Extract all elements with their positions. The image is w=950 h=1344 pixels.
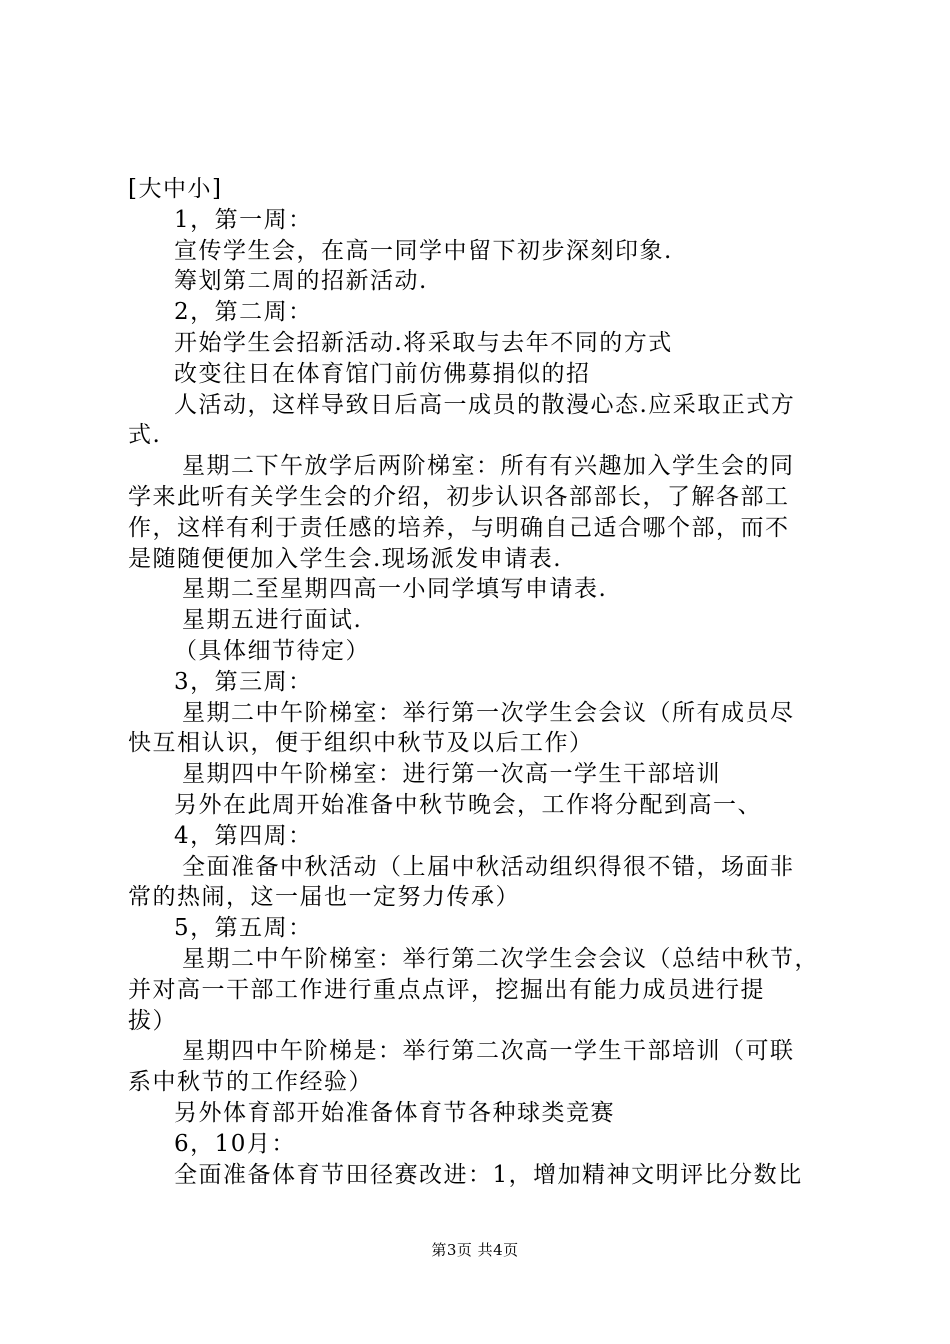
text-line: 常的热闹，这一届也一定努力传承） (128, 884, 520, 911)
text-line: 星期四中午阶梯室：进行第一次高一学生干部培训 (182, 761, 721, 788)
text-line: 星期二至星期四高一小同学填写申请表. (182, 576, 608, 603)
text-line: 作，这样有利于责任感的培养，与明确自己适合哪个部，而不 (128, 514, 790, 541)
text-line: 星期五进行面试. (182, 607, 363, 634)
text-line: 并对高一干部工作进行重点点评，挖掘出有能力成员进行提 (128, 976, 765, 1003)
text-line: 学来此听有关学生会的介绍，初步认识各部部长，了解各部工 (128, 483, 790, 510)
text-line: 4，第四周： (174, 822, 313, 849)
text-line: 另外体育部开始准备体育节各种球类竞赛 (174, 1099, 615, 1126)
text-line: 全面准备体育节田径赛改进：1，增加精神文明评比分数比 (174, 1161, 803, 1188)
text-line: 人活动，这样导致日后高一成员的散漫心态.应采取正式方 (174, 391, 796, 418)
text-line: 是随随便便加入学生会.现场派发申请表. (128, 545, 563, 572)
text-line: 星期二中午阶梯室：举行第一次学生会会议（所有成员尽 (182, 699, 795, 726)
text-line: 开始学生会招新活动.将采取与去年不同的方式 (174, 329, 673, 356)
text-line: 3，第三周： (174, 668, 313, 695)
text-line: 星期二中午阶梯室：举行第二次学生会会议（总结中秋节， (182, 945, 819, 972)
page-footer: 第3页 共4页 (431, 1241, 519, 1259)
text-line: 改变往日在体育馆门前仿佛募捐似的招 (174, 360, 591, 387)
text-line: 宣传学生会，在高一同学中留下初步深刻印象. (174, 237, 673, 264)
text-line: 星期四中午阶梯是：举行第二次高一学生干部培训（可联 (182, 1038, 795, 1065)
text-line: 另外在此周开始准备中秋节晚会，工作将分配到高一、 (174, 791, 762, 818)
text-line: 系中秋节的工作经验） (128, 1069, 373, 1096)
text-line: 2，第二周： (174, 299, 313, 326)
text-line: 星期二下午放学后两阶梯室：所有有兴趣加入学生会的同 (182, 453, 795, 480)
text-line: 筹划第二周的招新活动. (174, 268, 428, 295)
text-line: 快互相认识，便于组织中秋节及以后工作） (128, 730, 594, 757)
text-line: 拔） (128, 1007, 177, 1034)
text-line: 全面准备中秋活动（上届中秋活动组织得很不错，场面非 (182, 853, 795, 880)
text-line: 式. (128, 422, 162, 449)
text-line: （具体细节待定） (174, 637, 370, 664)
text-line: [大中小] (128, 176, 223, 202)
document-body (128, 174, 838, 1190)
text-line: 1，第一周： (174, 206, 313, 233)
text-line: 5，第五周： (174, 915, 313, 942)
text-line: 6，10月： (174, 1130, 296, 1157)
